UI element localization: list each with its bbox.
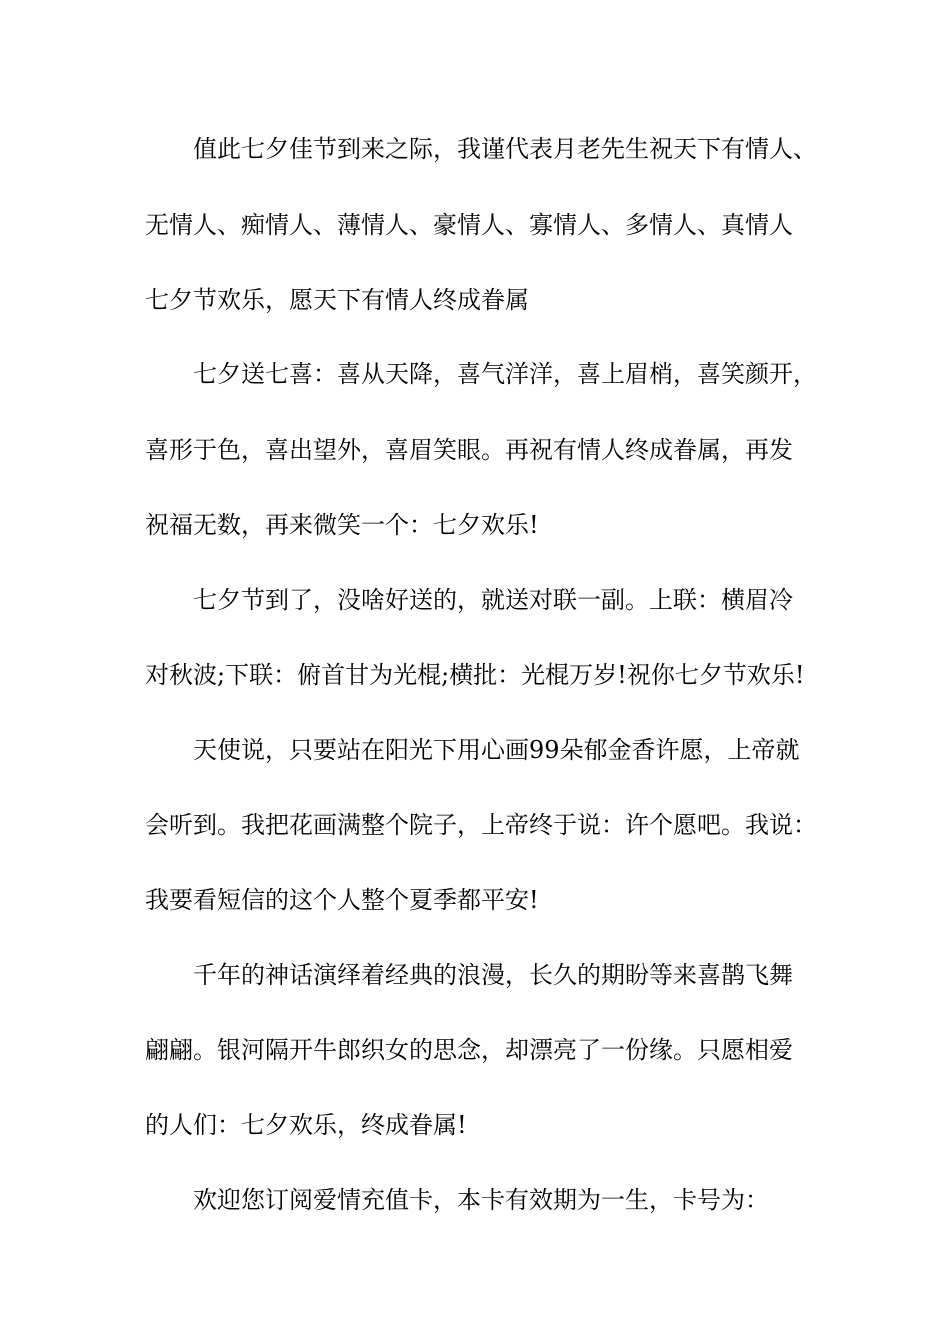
paragraph-3-line-1: 七夕节到了，没啥好送的，就送对联一副。上联：横眉冷 [193, 586, 793, 614]
paragraph-5-line-2: 翩翩。银河隔开牛郎织女的思念，却漂亮了一份缘。只愿相爱 [145, 1036, 793, 1064]
paragraph-5-line-3: 的人们：七夕欢乐，终成眷属! [145, 1111, 467, 1139]
paragraph-6-line-1: 欢迎您订阅爱情充值卡，本卡有效期为一生，卡号为： [193, 1186, 769, 1214]
paragraph-4-line-3: 我要看短信的这个人整个夏季都平安! [145, 886, 539, 914]
paragraph-2-line-2: 喜形于色，喜出望外，喜眉笑眼。再祝有情人终成眷属，再发 [145, 436, 793, 464]
paragraph-2-line-3: 祝福无数，再来微笑一个：七夕欢乐! [145, 511, 539, 539]
paragraph-5-line-1: 千年的神话演绎着经典的浪漫，长久的期盼等来喜鹊飞舞 [193, 961, 793, 989]
paragraph-3-line-2: 对秋波;下联：俯首甘为光棍;横批：光棍万岁!祝你七夕节欢乐! [145, 661, 805, 689]
paragraph-1-line-3: 七夕节欢乐，愿天下有情人终成眷属 [145, 286, 529, 314]
paragraph-4-line-2: 会听到。我把花画满整个院子，上帝终于说：许个愿吧。我说： [145, 811, 817, 839]
paragraph-1-line-1: 值此七夕佳节到来之际，我谨代表月老先生祝天下有情人、 [193, 135, 817, 163]
paragraph-2-line-1: 七夕送七喜：喜从天降，喜气洋洋，喜上眉梢，喜笑颜开， [193, 360, 817, 388]
paragraph-1-line-2: 无情人、痴情人、薄情人、豪情人、寡情人、多情人、真情人 [145, 211, 793, 239]
paragraph-4-line-1: 天使说，只要站在阳光下用心画99朵郁金香许愿，上帝就 [193, 736, 800, 764]
